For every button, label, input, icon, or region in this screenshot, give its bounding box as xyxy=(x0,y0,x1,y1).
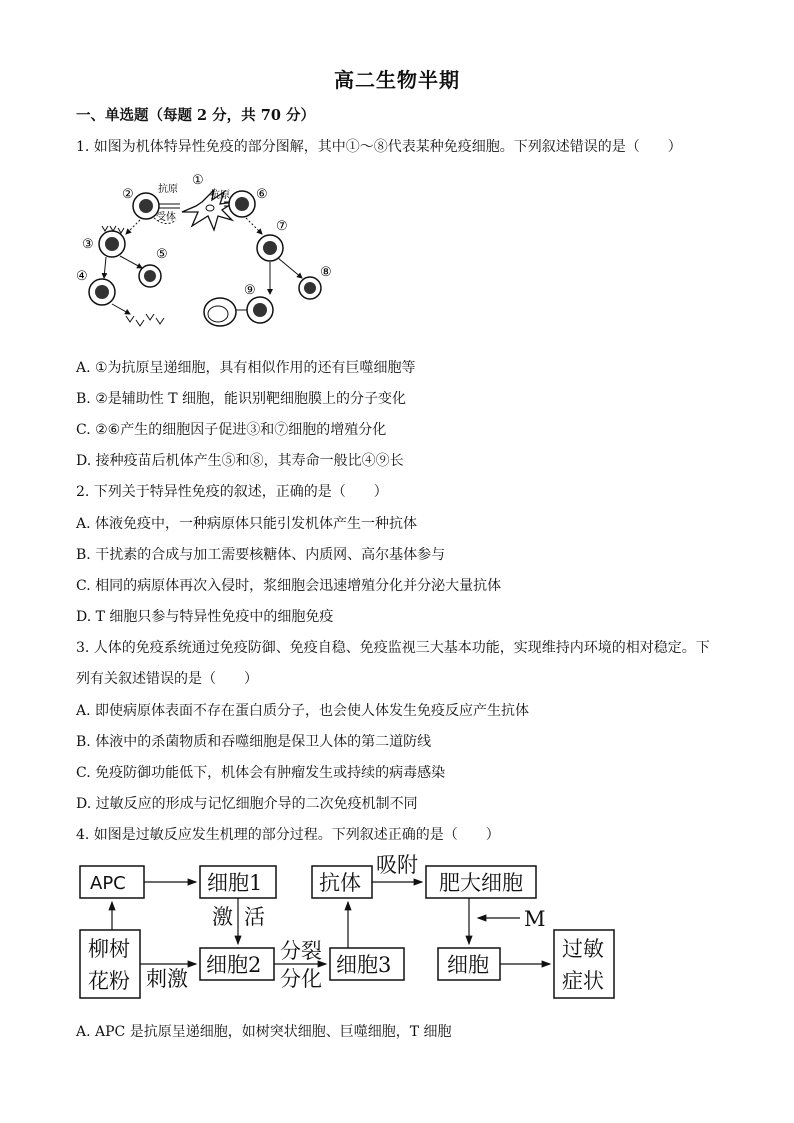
pollen-label-1: 柳树 xyxy=(88,937,130,961)
q3-stem-line1: 3. 人体的免疫系统通过免疫防御、免疫自稳、免疫监视三大基本功能，实现维持内环境的相对稳定。下 xyxy=(76,640,710,656)
cell2-box-label: 细胞2 xyxy=(206,953,262,977)
cell-box-label: 细胞 xyxy=(447,953,489,977)
section-heading: 一、单选题（每题 2 分，共 70 分） xyxy=(76,107,315,124)
label-n3: ③ xyxy=(82,237,94,252)
q3-option-d: D. 过敏反应的形成与记忆细胞介导的二次免疫机制不同 xyxy=(76,796,418,812)
q2-option-c: C. 相同的病原体再次入侵时，浆细胞会迅速增殖分化并分泌大量抗体 xyxy=(76,578,502,594)
cell1-box-label: 细胞1 xyxy=(207,871,263,895)
allergy-label-2: 症状 xyxy=(562,969,604,993)
pollen-label-2: 花粉 xyxy=(88,969,130,993)
q2-option-d: D. T 细胞只参与特异性免疫中的细胞免疫 xyxy=(76,609,334,625)
label-n9: ⑨ xyxy=(244,283,256,298)
cell3-box-label: 细胞3 xyxy=(336,953,392,977)
q1-option-b: B. ②是辅助性 T 细胞，能识别靶细胞膜上的分子变化 xyxy=(76,391,406,407)
label-antigen-left: 抗原 xyxy=(158,184,178,195)
label-n7: ⑦ xyxy=(276,219,288,234)
antibody-marks xyxy=(126,314,164,326)
label-n2: ② xyxy=(122,187,134,202)
q4-stem: 4. 如图是过敏反应发生机理的部分过程。下列叙述正确的是（ ） xyxy=(76,827,500,843)
q3-stem-line2: 列有关叙述错误的是（ ） xyxy=(76,671,258,687)
q4-option-a: A. APC 是抗原呈递细胞，如树突状细胞、巨噬细胞，T 细胞 xyxy=(76,1024,452,1040)
mast-cell-box-label: 肥大细胞 xyxy=(439,871,523,895)
m-label: M xyxy=(524,907,546,931)
q1-stem: 1. 如图为机体特异性免疫的部分图解，其中①～⑧代表某种免疫细胞。下列叙述错误的是（ ） xyxy=(76,139,682,155)
divide-label-1: 分裂 xyxy=(280,939,322,963)
allergy-flow-diagram xyxy=(76,850,622,1004)
label-n8: ⑧ xyxy=(320,265,332,280)
stimulate-label: 刺激 xyxy=(146,967,188,991)
q3-option-b: B. 体液中的杀菌物质和吞噬细胞是保卫人体的第二道防线 xyxy=(76,734,432,750)
activate-label-1: 激 xyxy=(212,905,233,929)
divide-label-2: 分化 xyxy=(280,967,322,991)
q2-option-a: A. 体液免疫中，一种病原体只能引发机体产生一种抗体 xyxy=(76,516,418,532)
apc-box-label: APC xyxy=(90,873,126,894)
allergy-label-1: 过敏 xyxy=(562,937,604,961)
label-n5: ⑤ xyxy=(156,247,168,262)
page-title: 高二生物半期 xyxy=(334,68,460,92)
antibody-box-label: 抗体 xyxy=(319,871,361,895)
label-n1: ① xyxy=(192,173,204,188)
q2-stem: 2. 下列关于特异性免疫的叙述，正确的是（ ） xyxy=(76,484,388,500)
adsorb-label: 吸附 xyxy=(376,853,418,877)
q1-option-c: C. ②⑥产生的细胞因子促进③和⑦细胞的增殖分化 xyxy=(76,422,387,438)
q1-option-d: D. 接种疫苗后机体产生⑤和⑧，其寿命一般比④⑨长 xyxy=(76,453,404,469)
immune-cells-figure xyxy=(74,168,354,333)
q2-option-b: B. 干扰素的合成与加工需要核糖体、内质网、高尔基体参与 xyxy=(76,547,446,563)
q3-option-a: A. 即使病原体表面不存在蛋白质分子，也会使人体发生免疫反应产生抗体 xyxy=(76,703,530,719)
label-receptor: 受体 xyxy=(156,212,176,223)
activate-label-2: 活 xyxy=(244,905,265,929)
label-antigen-right: 抗原 xyxy=(210,190,230,201)
q3-option-c: C. 免疫防御功能低下，机体会有肿瘤发生或持续的病毒感染 xyxy=(76,765,446,781)
q1-option-a: A. ①为抗原呈递细胞，具有相似作用的还有巨噬细胞等 xyxy=(76,360,416,376)
label-n6: ⑥ xyxy=(256,187,268,202)
label-n4: ④ xyxy=(76,269,88,284)
